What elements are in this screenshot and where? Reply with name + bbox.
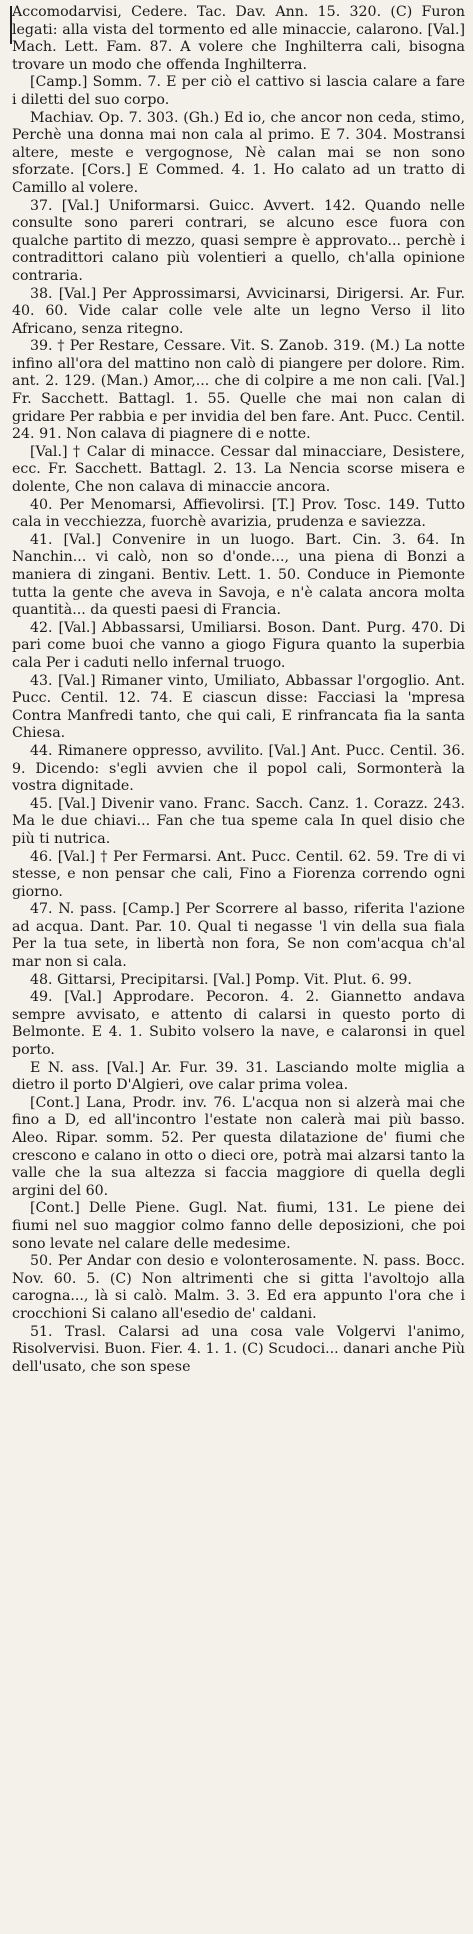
paragraph: Accomodarvisi, Cedere. Tac. Dav. Ann. 15. 320. (C) Furon legati: alla vista del tormento ed alle minaccie, calarono. [Val.] Mach. Lett. Fam. 87. A volere che Inghilterra cali, bisogna trovare un modo che offenda Inghilterra. [12,4,465,73]
paragraph: 51. Trasl. Calarsi ad una cosa vale Volgervi l'animo, Risolvervisi. Buon. Fier. 4. 1. 1. (C) Scudoci... danari anche Più dell'usato, che son spese [12,1323,465,1375]
paragraph: E N. ass. [Val.] Ar. Fur. 39. 31. Lasciando molte miglia a dietro il porto D'Algieri, ove calar prima volea. [12,1059,465,1094]
paragraph: 37. [Val.] Uniformarsi. Guicc. Avvert. 142. Quando nelle consulte sono pareri contrari, se alcuno esce fuora con qualche partito di mezzo, quasi sempre è approvato... perchè i contradittori calano più volentieri a quello, ch'alla opinione contraria. [12,197,465,284]
paragraph: 47. N. pass. [Camp.] Per Scorrere al basso, riferita l'azione ad acqua. Dant. Par. 10. Qual ti negasse 'l vin della sua fiala Per la tua sete, in libertà non fora, Se non com'acqua ch'al mar non si cala. [12,901,465,971]
paragraph: 48. Gittarsi, Precipitarsi. [Val.] Pomp. Vit. Plut. 6. 99. [30,971,412,988]
paragraph: 43. [Val.] Rimaner vinto, Umiliato, Abbassar l'orgoglio. Ant. Pucc. Centil. 12. 74. E ciascun disse: Facciasi la 'mpresa Contra Manfredi tanto, che qui cali, E rinfrancata fia la santa Chiesa. [12,672,465,742]
paragraph: Machiav. Op. 7. 303. (Gh.) Ed io, che ancor non ceda, stimo, Perchè una donna mai non cala al primo. E 7. 304. Mostransi altere, meste e vergognose, Nè calan mai se non sono sforzate. [Cors.] E Commed. 4. 1. Ho calato ad un tratto di Camillo al volere. [12,109,465,196]
paragraph: [Val.] † Calar di minacce. Cessar dal minacciare, Desistere, ecc. Fr. Sacchett. Battagl. 2. 13. La Nencia scorse misera e dolente, Che non calava di minaccie ancora. [12,443,465,496]
text-body [12,4,465,1376]
paragraph: [Cont.] Lana, Prodr. inv. 76. L'acqua non si alzerà mai che fino a D, ed all'incontro l'estate non calerà mai più basso. Aleo. Ripar. somm. 52. Per questa dilatazione de' fiumi che crescono e calano in otto o dieci ore, potrà mai alzarsi tanto la valle che la sua altezza si faccia maggiore di quella degli argini del 60. [12,1094,465,1199]
paragraph: 41. [Val.] Convenire in un luogo. Bart. Cin. 3. 64. In Nanchin... vi calò, non so d'onde..., una piena di Bonzi a maniera di zingani. Bentiv. Lett. 1. 50. Conduce in Piemonte tutta la gente che aveva in Savoja, e n'è calata ancora molta quantità... da questi paesi di Francia. [12,531,465,619]
paragraph: 40. Per Menomarsi, Affievolirsi. [T.] Prov. Tosc. 149. Tutto cala in vecchiezza, fuorchè avarizia, prudenza e saviezza. [12,496,465,531]
paragraph: 44. Rimanere oppresso, avvilito. [Val.] Ant. Pucc. Centil. 36. 9. Dicendo: s'egli avvien che il popol cali, Sormonterà la vostra dignitade. [12,742,465,795]
paragraph: [Camp.] Somm. 7. E per ciò el cattivo si lascia calare a fare i diletti del suo corpo. [12,74,465,108]
paragraph: 42. [Val.] Abbassarsi, Umiliarsi. Boson. Dant. Purg. 470. Di pari come buoi che vanno a giogo Figura quanto la superbia cala Per i caduti nello infernal truogo. [12,619,465,671]
paragraph: 49. [Val.] Approdare. Pecoron. 4. 2. Giannetto andava sempre avvisato, e attento di calarsi in questo porto di Belmonte. E 4. 1. Subito volsero la nave, e calaronsi in quel porto. [12,989,465,1059]
paragraph: 45. [Val.] Divenir vano. Franc. Sacch. Canz. 1. Corazz. 243. Ma le due chiavi... Fan che tua speme cala In quel disio che più ti nutrica. [12,795,465,847]
paragraph: [Cont.] Delle Piene. Gugl. Nat. fiumi, 131. Le piene dei fiumi nel suo maggior colmo fanno delle deposizioni, che poi sono levate nel calare delle medesime. [12,1200,465,1252]
margin-rule [10,6,12,44]
paragraph: 46. [Val.] † Per Fermarsi. Ant. Pucc. Centil. 62. 59. Tre di vi stesse, e non pensar che cali, Fino a Fiorenza correndo ogni giorno. [12,848,465,900]
paragraph: 39. † Per Restare, Cessare. Vit. S. Zanob. 319. (M.) La notte infino all'ora del mattino non calò di piangere per dolore. Rim. ant. 2. 129. (Man.) Amor,... che di colpire a me non cali. [Val.] Fr. Sacchett. Battagl. 1. 55. Quelle che mai non calan di gridare Per rabbia e per invidia del ben fare. Ant. Pucc. Centil. 24. 91. Non calava di piagnere di e notte. [12,338,465,443]
paragraph: 38. [Val.] Per Approssimarsi, Avvicinarsi, Dirigersi. Ar. Fur. 40. 60. Vide calar colle vele alte un legno Verso il lito Africano, senza ritegno. [12,285,465,337]
paragraph: 50. Per Andar con desio e volonterosamente. N. pass. Bocc. Nov. 60. 5. (C) Non altrimenti che si gitta l'avoltojo alla carogna..., là si calò. Malm. 3. 3. Ed era appunto l'ora che i crocchioni Si calano all'esedio de' caldani. [12,1253,465,1322]
